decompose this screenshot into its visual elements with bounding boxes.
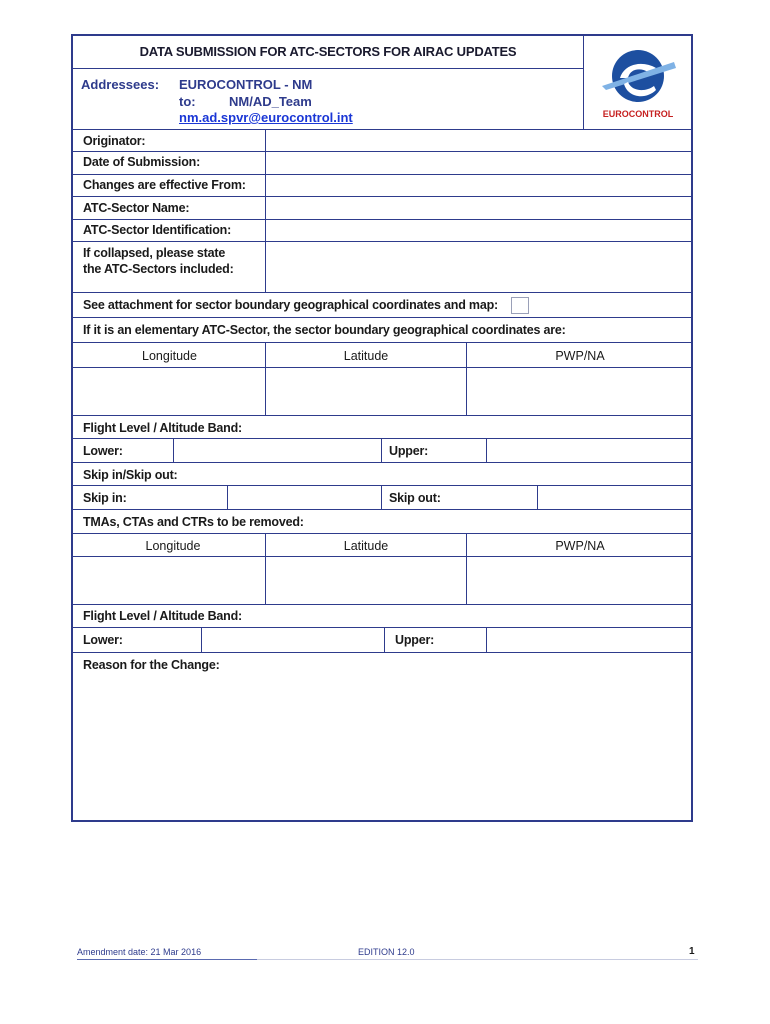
divider [384,627,385,652]
divider [73,509,693,510]
email-link[interactable]: nm.ad.spvr@eurocontrol.int [179,110,353,125]
divider [227,485,228,509]
lower-field[interactable] [202,627,384,652]
originator-field[interactable] [266,129,693,151]
sector-id-label: ATC-Sector Identification: [83,223,232,237]
upper-field[interactable] [487,438,693,462]
sector-name-label: ATC-Sector Name: [83,201,190,215]
skip-label: Skip in/Skip out: [83,468,178,482]
email-line [179,110,353,125]
lower-field[interactable] [174,438,381,462]
divider [265,342,266,415]
divider [73,292,693,293]
latitude-header: Latitude [343,349,389,363]
skip-out-field[interactable] [538,485,693,509]
divider [173,438,174,462]
elementary-sector-label: If it is an elementary ATC-Sector, the sector boundary geographical coordinates are: [83,323,566,337]
logo-text: EUROCONTROL [602,109,674,119]
longitude-header: Longitude [145,539,201,553]
divider [486,627,487,652]
skip-in-field[interactable] [228,485,381,509]
skip-out-label: Skip out: [389,491,441,505]
pwp-cell[interactable] [467,368,693,415]
originator-label: Originator: [83,134,146,148]
submission-form [71,34,693,822]
changes-effective-field[interactable] [266,174,693,196]
latitude-cell[interactable] [266,368,466,415]
divider [73,652,693,653]
reason-field[interactable] [73,676,691,820]
edition-label: EDITION 12.0 [358,947,415,957]
attachment-label: See attachment for sector boundary geographical coordinates and map: [83,298,498,312]
reason-label: Reason for the Change: [83,658,220,672]
date-of-submission-field[interactable] [266,151,693,174]
divider [381,485,382,509]
divider [265,129,266,292]
flight-level-label: Flight Level / Altitude Band: [83,609,243,623]
upper-label: Upper: [395,633,435,647]
page-number: 1 [689,946,695,957]
to-label: to: [179,94,196,109]
divider [73,415,693,416]
longitude-header: Longitude [142,349,197,363]
eurocontrol-logo [583,36,693,129]
to-team: NM/AD_Team [229,94,312,109]
lower-label: Lower: [83,633,123,647]
flight-level-label: Flight Level / Altitude Band: [83,421,243,435]
pwp-header: PWP/NA [555,349,605,363]
eurocontrol-emblem-icon [598,42,678,108]
divider [381,438,382,462]
upper-field[interactable] [487,627,693,652]
divider [486,438,487,462]
latitude-header: Latitude [343,539,389,553]
divider [466,342,467,415]
collapsed-label-line1: If collapsed, please state [83,246,226,260]
sector-id-field[interactable] [266,219,693,241]
lower-label: Lower: [83,444,123,458]
divider [265,533,266,604]
tma-removal-label: TMAs, CTAs and CTRs to be removed: [83,515,304,529]
pwp-cell[interactable] [467,557,693,604]
sector-name-field[interactable] [266,196,693,219]
divider [201,627,202,652]
collapsed-sectors-field[interactable] [266,241,693,292]
form-title: DATA SUBMISSION FOR ATC-SECTORS FOR AIRAC UPDATES [139,44,517,59]
divider [73,317,693,318]
skip-in-label: Skip in: [83,491,127,505]
divider [537,485,538,509]
longitude-cell[interactable] [73,557,265,604]
latitude-cell[interactable] [266,557,466,604]
footer-rule [77,959,257,960]
divider [73,68,583,69]
divider [73,462,693,463]
divider [73,342,693,343]
addressees-label: Addressees: [81,77,160,92]
changes-effective-label: Changes are effective From: [83,178,246,192]
divider [73,533,693,534]
amendment-date: Amendment date: 21 Mar 2016 [77,947,202,957]
date-of-submission-label: Date of Submission: [83,155,201,169]
collapsed-label-line2: the ATC-Sectors included: [83,262,234,276]
divider [466,533,467,604]
divider [73,604,693,605]
addressee-org: EUROCONTROL - NM [179,77,313,92]
pwp-header: PWP/NA [555,539,605,553]
upper-label: Upper: [389,444,429,458]
attachment-checkbox[interactable] [511,297,529,314]
footer-rule [257,959,698,960]
longitude-cell[interactable] [73,368,265,415]
